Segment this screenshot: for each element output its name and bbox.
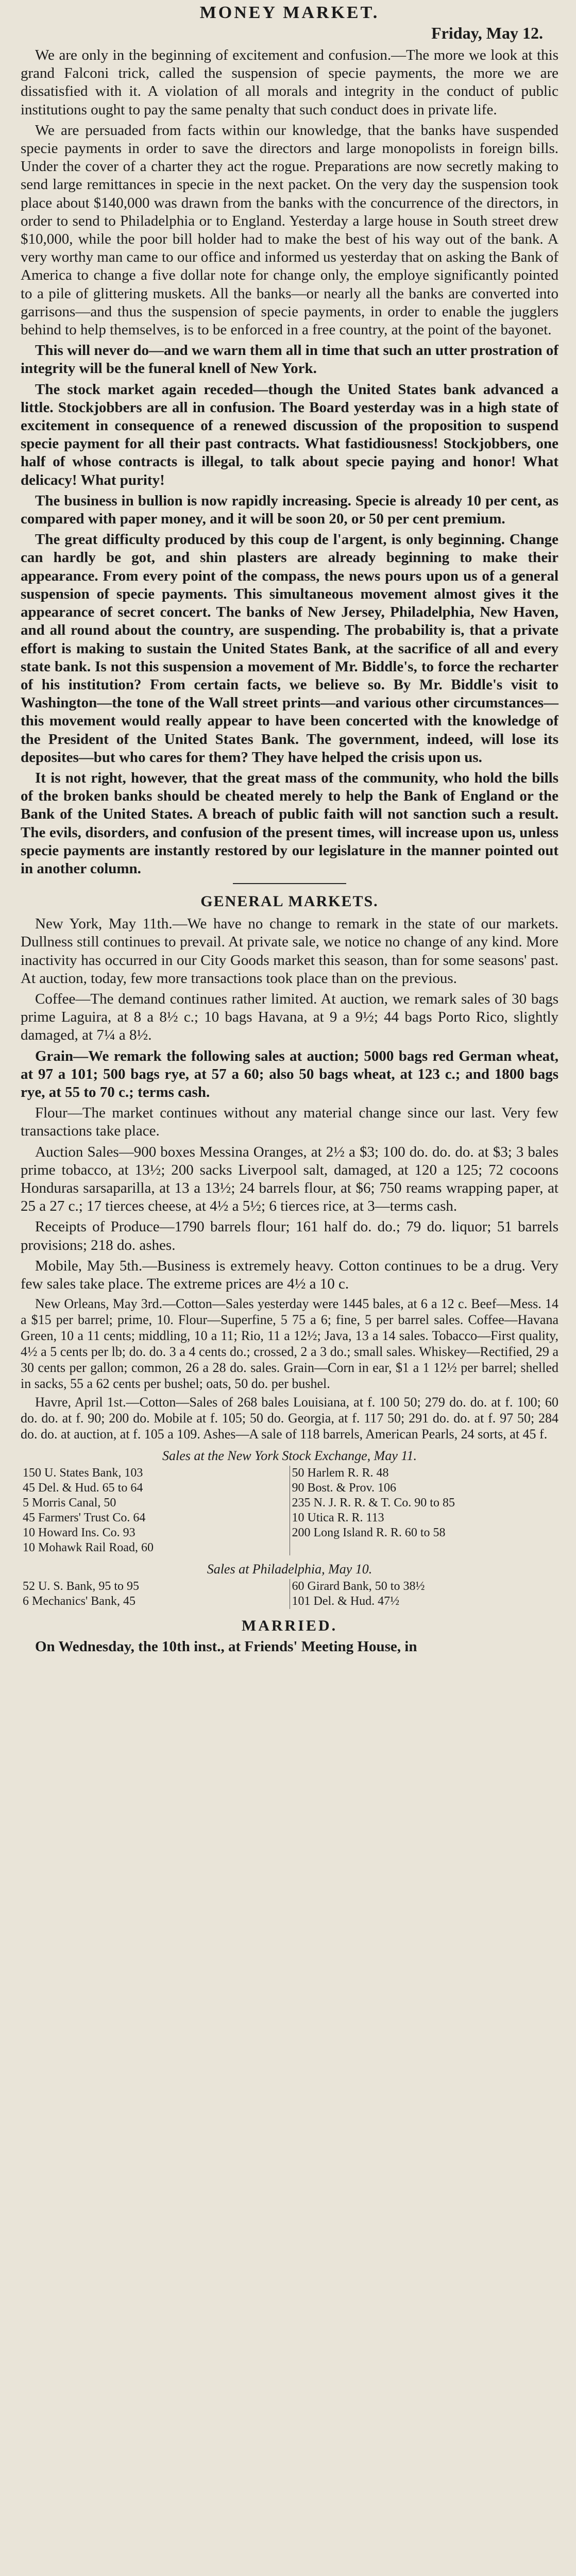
money-market-paragraph: This will never do—and we warn them all in time that such an utter prostration of integrity will be the funeral knell of New York. (21, 342, 558, 377)
table-cell: 52 U. S. Bank, 95 to 95 (21, 1579, 290, 1594)
table-cell: 10 Howard Ins. Co. 93 (21, 1526, 290, 1540)
table-cell: 5 Morris Canal, 50 (21, 1496, 290, 1511)
table-cell: 200 Long Island R. R. 60 to 58 (292, 1526, 446, 1540)
money-market-paragraph: The business in bullion is now rapidly increasing. Specie is already 10 per cent, as compared with paper money, and it will be soon 20, or 50 per cent premium. (21, 492, 558, 528)
ny-stock-sales-table (21, 1466, 558, 1555)
market-paragraph: Havre, April 1st.—Cotton—Sales of 268 bales Louisiana, at f. 100 50; 279 do. do. at f. 100; 60 do. do. at f. 90; 200 do. Mobile at f. 105; 50 do. Georgia, at f. 117 50; 291 do. do. at f. 97 50; 284 do. do. at auction, at f. 105 a 109. Ashes—A sale of 118 barrels, American Pearls, 24 sorts, at 45 f. (21, 1395, 558, 1442)
dateline: Friday, May 12. (431, 24, 543, 42)
table-cell: 10 Mohawk Rail Road, 60 (21, 1540, 290, 1555)
money-market-paragraph: The great difficulty produced by this coup de l'argent, is only beginning. Change can hardly be got, and shin plasters are already beginning to make their appearance. From every point of the compass, the news pours upon us of a general suspension of specie payments. This simultaneous movement almost gives it the appearance of secret concert. The banks of New Jersey, Philadelphia, New Haven, and all round about the country, are suspending. The probability is, that a private effort is making to sustain the United States Bank, at the sacrifice of all and every state bank. Is not this suspension a movement of Mr. Biddle's, to force the recharter of his institution? From certain facts, we believe so. By Mr. Biddle's visit to Washington—the tone of the Wall street prints—and various other circumstances—this movement would really appear to have been concerted with the knowledge of the President of the United States Bank. The government, indeed, will lose its deposites—but who cares for them? They have helped the crisis upon us. (21, 531, 558, 766)
table-row (21, 1540, 558, 1555)
table-row (21, 1594, 558, 1609)
table-cell: 60 Girard Bank, 50 to 38½ (292, 1580, 425, 1594)
phila-stock-sales-heading: Sales at Philadelphia, May 10. (207, 1562, 372, 1577)
section-title-general-markets: GENERAL MARKETS. (200, 893, 379, 910)
money-market-paragraph: We are persuaded from facts within our knowledge, that the banks have suspended specie payments in order to save the directors and large monopolists in foreign bills. Under the cover of a charter they act the rogue. Preparations are now secretly making to send large remittances in specie in the next packet. On the very day the suspension took place about $140,000 was drawn from the banks with the concurrence of the directors, in order to send to Philadelphia or to England. Yesterday a large house in South street drew $10,000, while the poor bill holder had to make the best of his way out of the bank. A very worthy man came to our office and informed us yesterday that on asking the Bank of America to change a five dollar note for change only, the employe significantly pointed to a pile of glittering muskets. All the banks—or nearly all the banks are converted into garrisons—and thus the suspension of specie payments, in order to enable the jugglers behind to help themselves, is to be enforced in a free country, at the point of the bayonet. (21, 122, 558, 338)
market-paragraph: Auction Sales—900 boxes Messina Oranges, at 2½ a $3; 100 do. do. do. at $3; 3 bales prime tobacco, at 13½; 200 sacks Liverpool salt, damaged, at 120 a 125; 72 cocoons Honduras sarsaparilla, at 13 a 13½; 24 barrels flour, at $6; 750 reams wrapping paper, at 25 a 27 c.; 17 tierces cheese, at 4½ a 5½; 6 tierces rice, at 3—terms cash. (21, 1143, 558, 1215)
married-notice: On Wednesday, the 10th inst., at Friends' Meeting House, in (35, 1638, 417, 1655)
section-divider (233, 883, 346, 884)
money-market-paragraph: It is not right, however, that the great mass of the community, who hold the bills of the broken banks should be cheated merely to help the Bank of England or the Bank of the United States. A breach of public faith will not sanction such a result. The evils, disorders, and confusion of the present times, will increase upon us, unless specie payments are instantly restored by our legislature in the manner pointed out in another column. (21, 769, 558, 877)
market-paragraph: Grain—We remark the following sales at auction; 5000 bags red German wheat, at 97 a 101; 500 bags rye, at 57 a 60; also 50 bags wheat, at 123 c.; and 1800 bags rye, at 55 to 70 c.; terms cash. (21, 1047, 558, 1100)
table-cell: 90 Bost. & Prov. 106 (292, 1481, 396, 1495)
table-row (21, 1481, 558, 1496)
table-row (21, 1466, 558, 1481)
market-paragraph: Flour—The market continues without any material change since our last. Very few transactions take place. (21, 1105, 558, 1140)
table-row (21, 1579, 558, 1594)
market-paragraph: Coffee—The demand continues rather limited. At auction, we remark sales of 30 bags prime Laguira, at 8 a 8½ c.; 10 bags Havana, at 9 a 9½; 44 bags Porto Rico, slightly damaged, at 7¼ a 8½. (21, 990, 558, 1044)
table-cell: 150 U. States Bank, 103 (21, 1466, 290, 1481)
table-row (21, 1496, 558, 1511)
table-cell: 45 Del. & Hud. 65 to 64 (21, 1481, 290, 1496)
money-market-paragraph: We are only in the beginning of excitement and confusion.—The more we look at this grand Falconi trick, called the suspension of specie payments, the more we are dissatisfied with it. A violation of all morals and integrity in the conduct of public institutions ought to pay the same penalty that such conduct does in private life. (21, 47, 558, 118)
market-paragraph: Mobile, May 5th.—Business is extremely heavy. Cotton continues to be a drug. Very few sales take place. The extreme prices are 4½ a 10 c. (21, 1257, 558, 1292)
money-market-paragraph: The stock market again receded—though the United States bank advanced a little. Stockjobbers are all in confusion. The Board yesterday was in a high state of excitement in consequence of a renewed discussion of the proposition to suspend specie payment for all their past contracts. What fastidiousness! Stockjobbers, one half of whose contracts is illegal, to talk about specie paying and honor! What delicacy! What purity! (21, 381, 558, 488)
market-paragraph: New Orleans, May 3rd.—Cotton—Sales yesterday were 1445 bales, at 6 a 12 c. Beef—Mess. 14 a $15 per barrel; prime, 10. Flour—Superfine, 5 75 a 6; fine, 5 per barrel sales. Coffee—Havana Green, 10 a 11 cents; middling, 10 a 11; Rio, 11 a 12½; Java, 13 a 14 sales. Tobacco—First quality, 4½ a 5 cents per lb; do. do. 3 a 4 cents do.; crossed, 2 a 3 do.; small sales. Whiskey—Rectified, 29 a 30 cents per gallon; common, 26 a 28 do. sales. Grain—Corn in ear, $1 a 1 12½ per barrel; shelled in sacks, 55 a 62 cents per bushel; oats, 50 do. per bushel. (21, 1296, 558, 1392)
table-cell: 6 Mechanics' Bank, 45 (21, 1594, 290, 1609)
table-cell (290, 1540, 558, 1555)
table-row (21, 1526, 558, 1540)
market-paragraph: New York, May 11th.—We have no change to remark in the state of our markets. Dullness still continues to prevail. At private sale, we notice no change of any kind. More inactivity has occurred in our City Goods market this season, than for some seasons' past. At auction, today, few more transactions took place than on the previous. (21, 916, 558, 987)
table-cell: 235 N. J. R. R. & T. Co. 90 to 85 (292, 1496, 455, 1510)
section-title-money-market: MONEY MARKET. (199, 3, 380, 22)
ny-stock-sales-heading: Sales at the New York Stock Exchange, May 11. (162, 1448, 417, 1464)
table-cell: 101 Del. & Hud. 47½ (292, 1595, 400, 1608)
table-cell: 10 Utica R. R. 113 (292, 1511, 384, 1525)
table-row (21, 1511, 558, 1526)
phila-stock-sales-table (21, 1579, 558, 1609)
section-title-married: MARRIED. (241, 1617, 338, 1635)
market-paragraph: Receipts of Produce—1790 barrels flour; 161 half do. do.; 79 do. liquor; 51 barrels provisions; 218 do. ashes. (21, 1218, 558, 1253)
table-cell: 45 Farmers' Trust Co. 64 (21, 1511, 290, 1526)
table-cell: 50 Harlem R. R. 48 (292, 1466, 389, 1480)
